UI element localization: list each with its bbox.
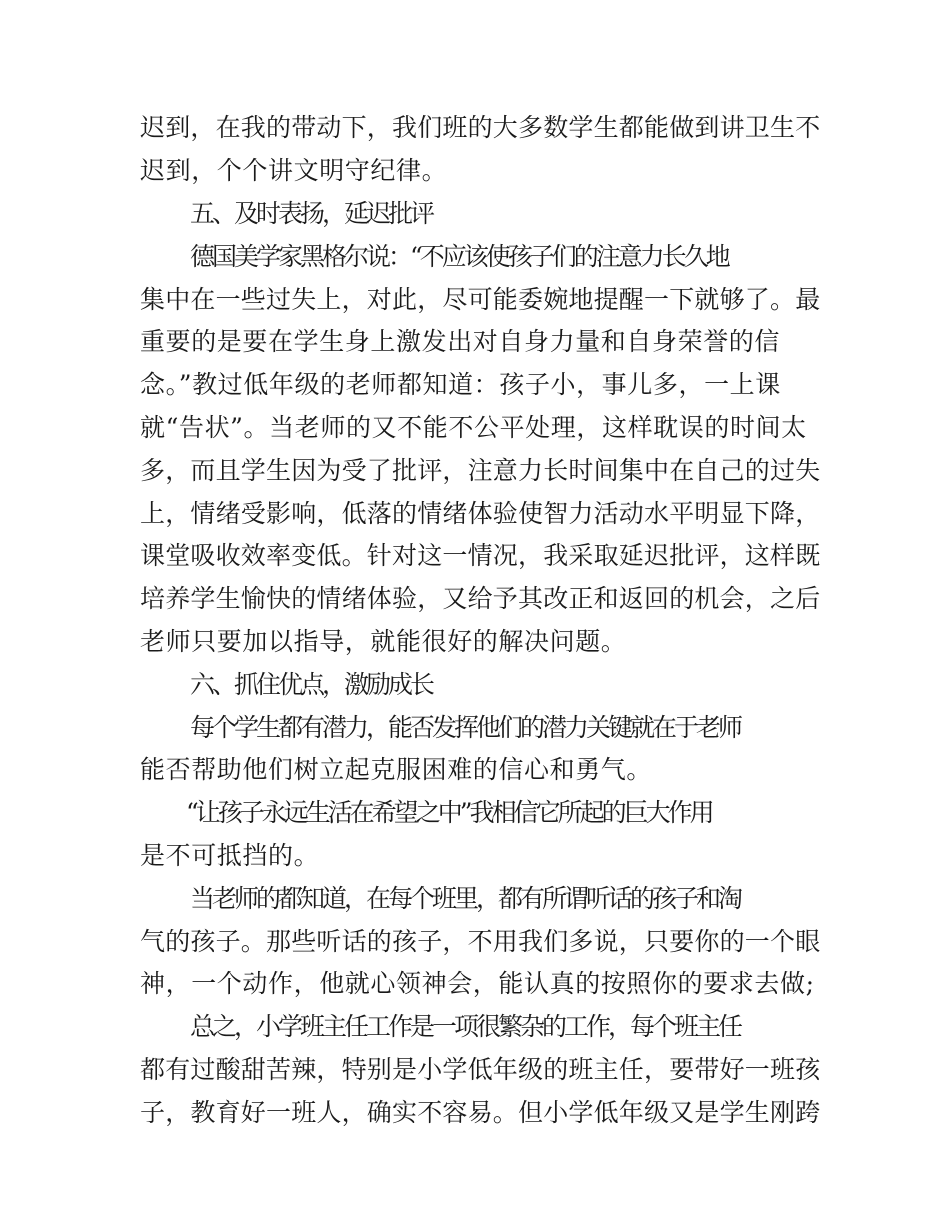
body-text-line: 老师只要加以指导，就能很好的解决问题。	[140, 627, 627, 656]
body-text-line: “让孩子永远生活在希望之中”我相信它所起的巨大作用	[186, 798, 712, 827]
section-heading: 六、抓住优点，激励成长	[190, 670, 433, 699]
body-text-line: 迟到，个个讲文明守纪律。	[140, 156, 448, 185]
body-text-line: 气的孩子。那些听话的孩子，不用我们多说，只要你的一个眼	[140, 927, 821, 956]
body-text-line: 就“告状”。当老师的又不能不公平处理，这样耽误的时间太	[140, 413, 807, 442]
body-text-line: 能否帮助他们树立起克服困难的信心和勇气。	[140, 755, 653, 784]
body-text-line: 集中在一些过失上，对此，尽可能委婉地提醒一下就够了。最	[140, 285, 821, 314]
body-text-line: 总之，小学班主任工作是一项很繁杂的工作，每个班主任	[190, 1012, 741, 1041]
section-heading: 五、及时表扬，延迟批评	[190, 199, 433, 228]
body-text-line: 课堂吸收效率变低。针对这一情况，我采取延迟批评，这样既	[140, 541, 821, 570]
body-text-line: 每个学生都有潜力，能否发挥他们的潜力关键就在于老师	[190, 713, 741, 742]
body-text-line: 神，一个动作，他就心领神会，能认真的按照你的要求去做;	[140, 969, 815, 998]
body-text-line: 重要的是要在学生身上激发出对自身力量和自身荣誉的信	[140, 327, 781, 356]
body-text-line: 念。”教过低年级的老师都知道：孩子小，事儿多，一上课	[140, 370, 781, 399]
body-text-line: 迟到，在我的带动下，我们班的大多数学生都能做到讲卫生不	[140, 113, 821, 142]
body-text-line: 培养学生愉快的情绪体验，又给予其改正和返回的机会，之后	[140, 584, 821, 613]
body-text-line: 当老师的都知道，在每个班里，都有所谓听话的孩子和淘	[190, 884, 741, 913]
body-text-line: 是不可抵挡的。	[140, 841, 320, 870]
body-text-line: 子，教育好一班人，确实不容易。但小学低年级又是学生刚跨	[140, 1098, 821, 1127]
body-text-line: 德国美学家黑格尔说：“不应该使孩子们的注意力长久地	[190, 242, 728, 271]
body-text-line: 多，而且学生因为受了批评，注意力长时间集中在自己的过失	[140, 456, 821, 485]
body-text-line: 上，情绪受影响，低落的情绪体验使智力活动水平明显下降，	[140, 499, 821, 528]
body-text-line: 都有过酸甜苦辣，特别是小学低年级的班主任，要带好一班孩	[140, 1055, 821, 1084]
